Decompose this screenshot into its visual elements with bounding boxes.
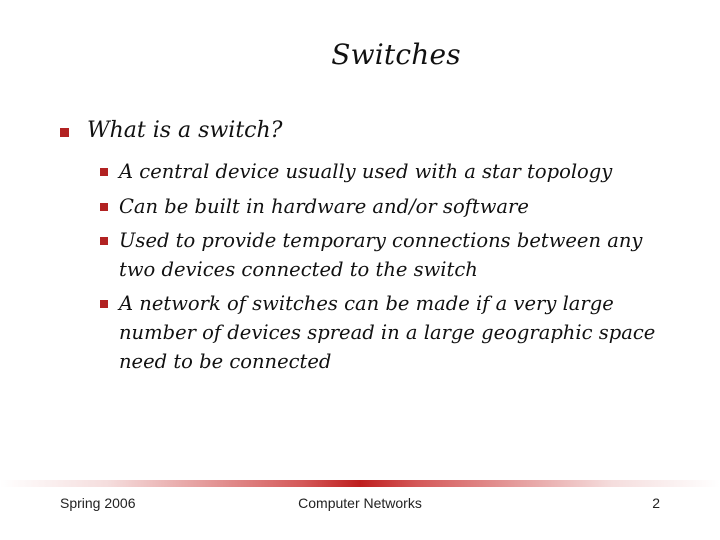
square-bullet-icon [100, 237, 108, 245]
footer-course-title: Computer Networks [298, 495, 422, 511]
slide-title: Switches [331, 38, 461, 71]
square-bullet-icon [100, 203, 108, 211]
footer-divider [0, 480, 720, 487]
sub-bullet-text: A network of switches can be made if a very large number of devices spread in a large geographic space need to be connected [119, 292, 656, 373]
square-bullet-icon [100, 300, 108, 308]
sub-bullet-item [100, 226, 680, 284]
sub-bullet-item [100, 157, 680, 186]
sub-bullet-text: Used to provide temporary connections between any two devices connected to the switch [119, 229, 643, 281]
sub-bullet-item [100, 192, 680, 221]
sub-bullet-text: Can be built in hardware and/or software [119, 195, 529, 218]
slide-number: 2 [652, 495, 660, 511]
bullet-item [60, 118, 282, 143]
square-bullet-icon [100, 168, 108, 176]
bullet-text: What is a switch? [87, 118, 283, 143]
square-bullet-icon [60, 128, 69, 137]
footer-date: Spring 2006 [60, 495, 136, 511]
sub-bullet-item [100, 289, 680, 376]
sub-bullet-text: A central device usually used with a star topology [119, 160, 613, 183]
